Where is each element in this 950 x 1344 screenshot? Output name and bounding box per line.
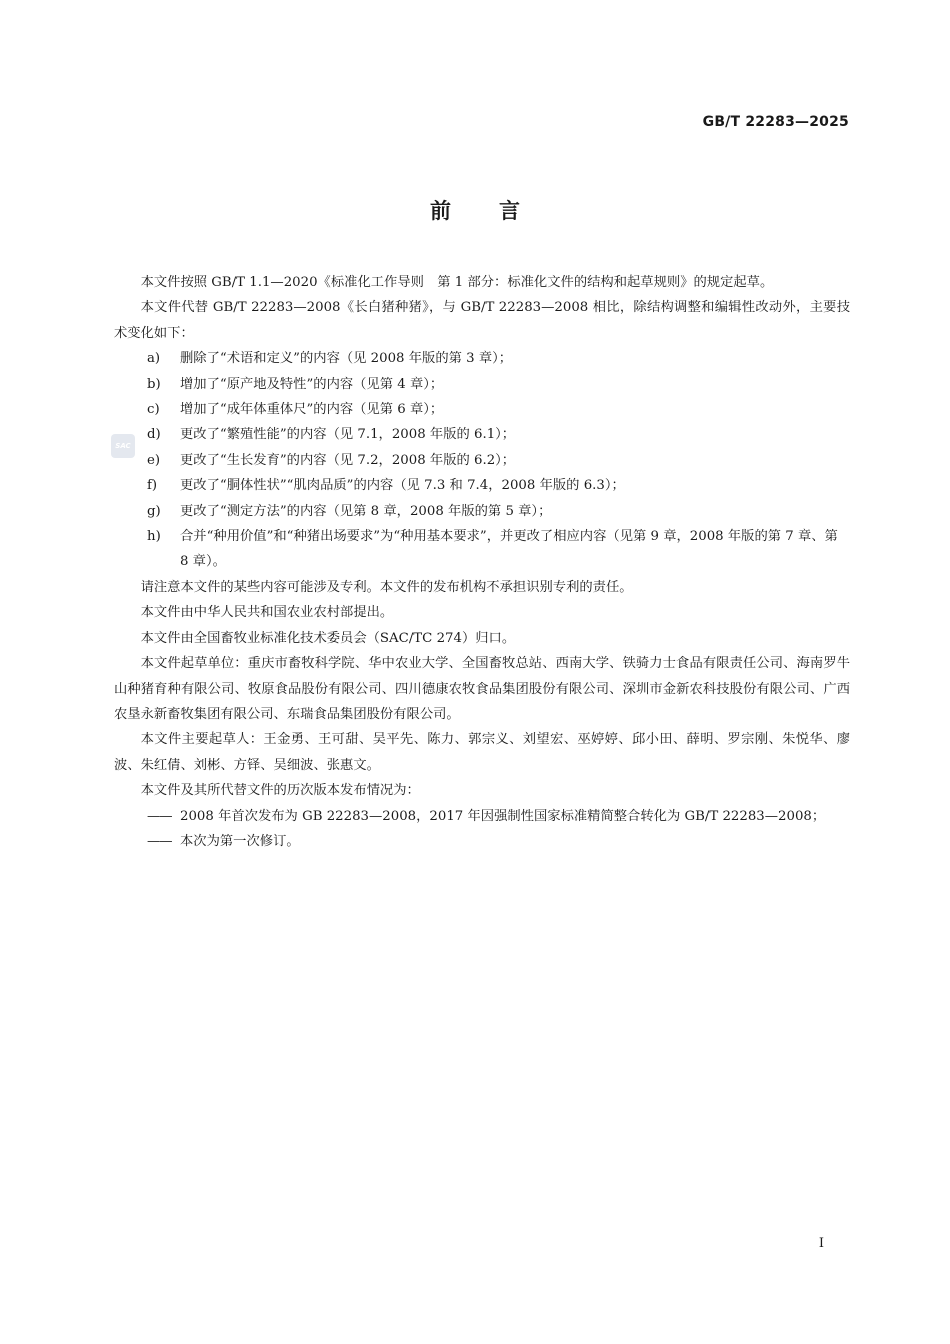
standard-number: GB/T 22283—2025 — [702, 114, 849, 130]
list-item-text: 增加了“原产地及特性”的内容（见第 4 章）； — [180, 376, 444, 392]
list-item — [114, 473, 850, 498]
list-item-text: 本次为第一次修订。 — [180, 833, 300, 849]
list-item-text: 更改了“胴体性状”“肌肉品质”的内容（见 7.3 和 7.4，2008 年版的 6.3）； — [180, 478, 625, 494]
page-number: I — [818, 1236, 824, 1251]
paragraph-replacement: 本文件代替 GB/T 22283—2008《长白猪种猪》，与 GB/T 22283—2008 相比，除结构调整和编辑性改动外，主要技术变化如下： — [114, 300, 850, 341]
paragraph-history-intro: 本文件及其所代替文件的历次版本发布情况为： — [140, 783, 420, 799]
list-item-text: 增加了“成年体重体尺”的内容（见第 6 章）； — [180, 402, 444, 418]
list-item-label: b) — [147, 376, 161, 392]
dash-marker: —— — [147, 808, 172, 824]
list-item — [114, 524, 850, 575]
changes-list — [114, 346, 850, 575]
list-item — [114, 372, 850, 397]
list-item — [114, 499, 850, 524]
list-item-label: c) — [147, 402, 160, 418]
dash-marker: —— — [147, 833, 172, 849]
list-item-text: 删除了“术语和定义”的内容（见 2008 年版的第 3 章）； — [180, 351, 513, 367]
list-item-text: 合并“种用价值”和“种猪出场要求”为“种用基本要求”，并更改了相应内容（见第 9 章，2008 年版的第 7 章、第 8 章）。 — [180, 529, 838, 570]
page-title: 前言 — [430, 199, 568, 223]
list-item-label: g) — [147, 503, 161, 519]
list-item-text: 更改了“繁殖性能”的内容（见 7.1，2008 年版的 6.1）； — [180, 427, 516, 443]
foreword-body — [114, 270, 850, 854]
list-item-text: 更改了“生长发育”的内容（见 7.2，2008 年版的 6.2）； — [180, 452, 516, 468]
list-item — [114, 397, 850, 422]
list-item-label: d) — [147, 427, 161, 443]
list-item-label: a) — [147, 351, 161, 367]
list-item-label: h) — [147, 529, 161, 545]
list-item — [114, 448, 850, 473]
list-item-label: f) — [147, 478, 158, 494]
paragraph-committee: 本文件由全国畜牧业标准化技术委员会（SAC/TC 274）归口。 — [140, 630, 516, 646]
paragraph-drafters: 本文件主要起草人：王金勇、王可甜、吴平先、陈力、郭宗义、刘望宏、巫婷婷、邱小田、薛明、罗宗刚、朱悦华、廖波、朱红倩、刘彬、方铎、吴细波、张惠文。 — [114, 732, 850, 773]
paragraph-proposer: 本文件由中华人民共和国农业农村部提出。 — [140, 605, 394, 621]
list-item-text: 2008 年首次发布为 GB 22283—2008，2017 年因强制性国家标准精简整合转化为 GB/T 22283—2008； — [180, 808, 826, 824]
list-item-label: e) — [147, 452, 161, 468]
paragraph-drafting-units: 本文件起草单位：重庆市畜牧科学院、华中农业大学、全国畜牧总站、西南大学、铁骑力士食品有限责任公司、海南罗牛山种猪育种有限公司、牧原食品股份有限公司、四川德康农牧食品集团股份有限公司、深圳市金新农科技股份有限公司、广西农垦永新畜牧集团有限公司、东瑞食品集团股份有限公司。 — [114, 656, 850, 722]
paragraph-patent-notice: 请注意本文件的某些内容可能涉及专利。本文件的发布机构不承担识别专利的责任。 — [140, 579, 633, 595]
list-item — [114, 829, 850, 854]
list-item — [114, 422, 850, 447]
history-list — [114, 804, 850, 855]
paragraph-drafting-rules: 本文件按照 GB/T 1.1—2020《标准化工作导则 第 1 部分：标准化文件的结构和起草规则》的规定起草。 — [140, 275, 774, 290]
list-item-text: 更改了“测定方法”的内容（见第 8 章，2008 年版的第 5 章）； — [180, 503, 552, 519]
watermark-text: SAC — [115, 442, 131, 450]
list-item — [114, 346, 850, 371]
list-item — [114, 804, 850, 829]
